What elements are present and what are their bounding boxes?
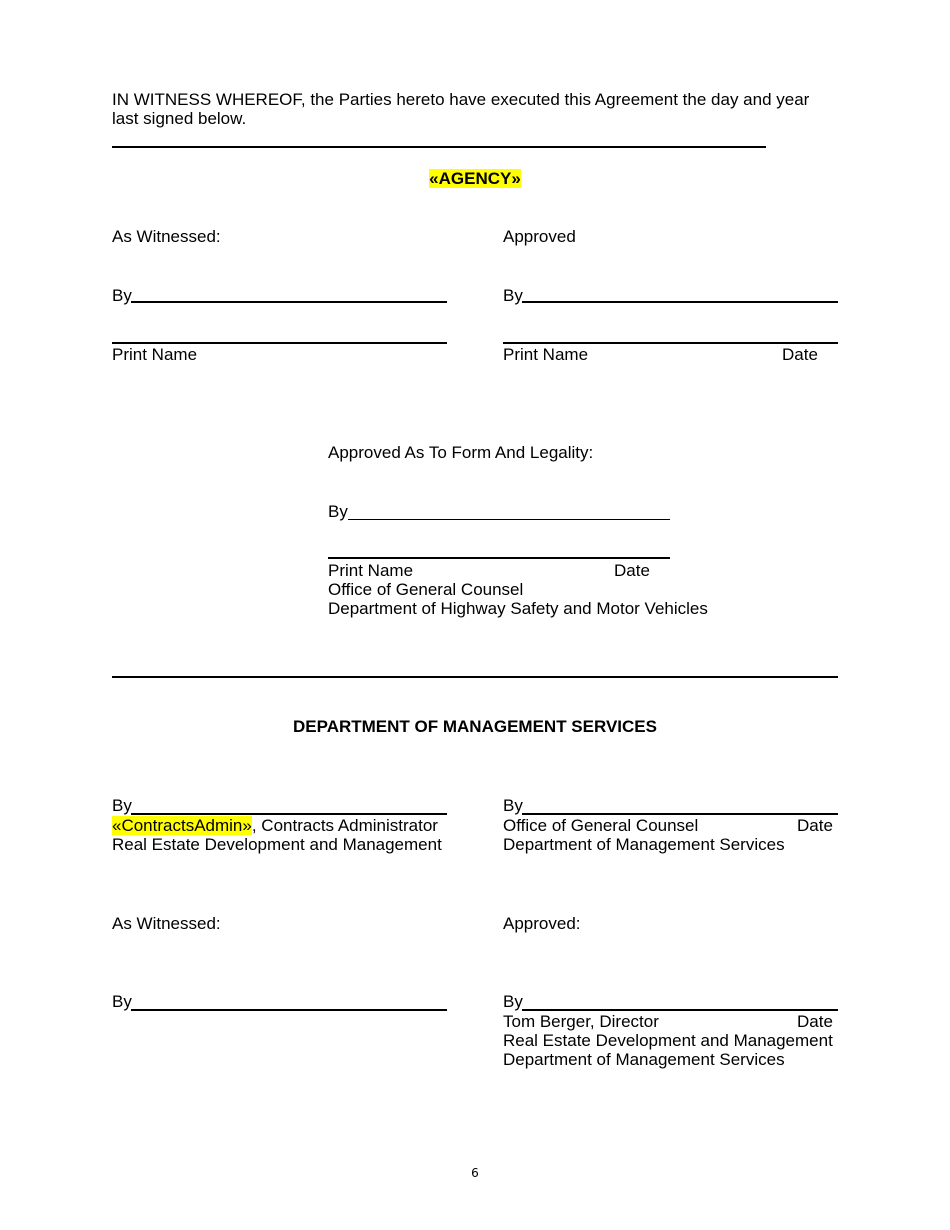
- dms-counsel-date-label: Date: [797, 816, 833, 835]
- contracts-admin-role: , Contracts Administrator: [251, 816, 438, 835]
- contracts-admin-field: «ContractsAdmin»: [112, 816, 252, 835]
- legality-department: Department of Highway Safety and Motor Vehicles: [328, 599, 708, 618]
- agency-witness-name-line[interactable]: [112, 342, 447, 344]
- agency-witnessed-label: As Witnessed:: [112, 227, 221, 246]
- dms-director-date-label: Date: [797, 1012, 833, 1031]
- agency-approved-label: Approved: [503, 227, 576, 246]
- agency-witness-print-name: Print Name: [112, 345, 198, 364]
- dms-admin-line: [112, 816, 438, 835]
- dms-director-signature-line[interactable]: [522, 1009, 838, 1011]
- agency-title: «AGENCY»: [429, 169, 521, 188]
- dms-witness-by-label: By: [112, 992, 132, 1011]
- legality-office: Office of General Counsel: [328, 580, 524, 599]
- legality-by-label: By: [328, 502, 348, 521]
- legality-signature-line[interactable]: [348, 519, 670, 520]
- dms-counsel-office: Office of General Counsel: [503, 816, 699, 835]
- dms-director-department: Department of Management Services: [503, 1050, 785, 1069]
- agency-approver-by-label: By: [503, 286, 523, 305]
- agency-approver-date-label: Date: [782, 345, 818, 364]
- witness-clause-line-1: IN WITNESS WHEREOF, the Parties hereto have executed this Agreement the day and year: [112, 90, 810, 109]
- legality-heading: Approved As To Form And Legality:: [328, 443, 594, 462]
- dms-title: DEPARTMENT OF MANAGEMENT SERVICES: [293, 717, 657, 736]
- dms-witnessed-label: As Witnessed:: [112, 914, 221, 933]
- witness-clause-line-2: last signed below.: [112, 109, 247, 128]
- dms-right-by-label: By: [503, 796, 523, 815]
- agency-approver-signature-line[interactable]: [522, 301, 838, 303]
- agency-approver-name-line[interactable]: [503, 342, 838, 344]
- dms-director-name: Tom Berger, Director: [503, 1012, 659, 1031]
- dms-director-division: Real Estate Development and Management: [503, 1031, 833, 1050]
- dms-director-by-label: By: [503, 992, 523, 1011]
- legality-date-label: Date: [614, 561, 650, 580]
- dms-admin-signature-line[interactable]: [131, 813, 447, 815]
- agency-title-wrap: [0, 169, 950, 188]
- page-number: 6: [471, 1166, 479, 1180]
- dms-witness-signature-line[interactable]: [131, 1009, 447, 1011]
- agency-approver-print-name: Print Name: [503, 345, 589, 364]
- legality-name-line[interactable]: [328, 557, 670, 559]
- dms-counsel-dept: Department of Management Services: [503, 835, 785, 854]
- agency-witness-by-label: By: [112, 286, 132, 305]
- dms-counsel-signature-line[interactable]: [522, 813, 838, 815]
- dms-approved-label: Approved:: [503, 914, 581, 933]
- intro-divider: [112, 146, 766, 148]
- legality-print-name: Print Name: [328, 561, 414, 580]
- section-divider: [112, 676, 838, 678]
- dms-left-by-label: By: [112, 796, 132, 815]
- dms-admin-dept: Real Estate Development and Management: [112, 835, 442, 854]
- agency-witness-signature-line[interactable]: [131, 301, 447, 303]
